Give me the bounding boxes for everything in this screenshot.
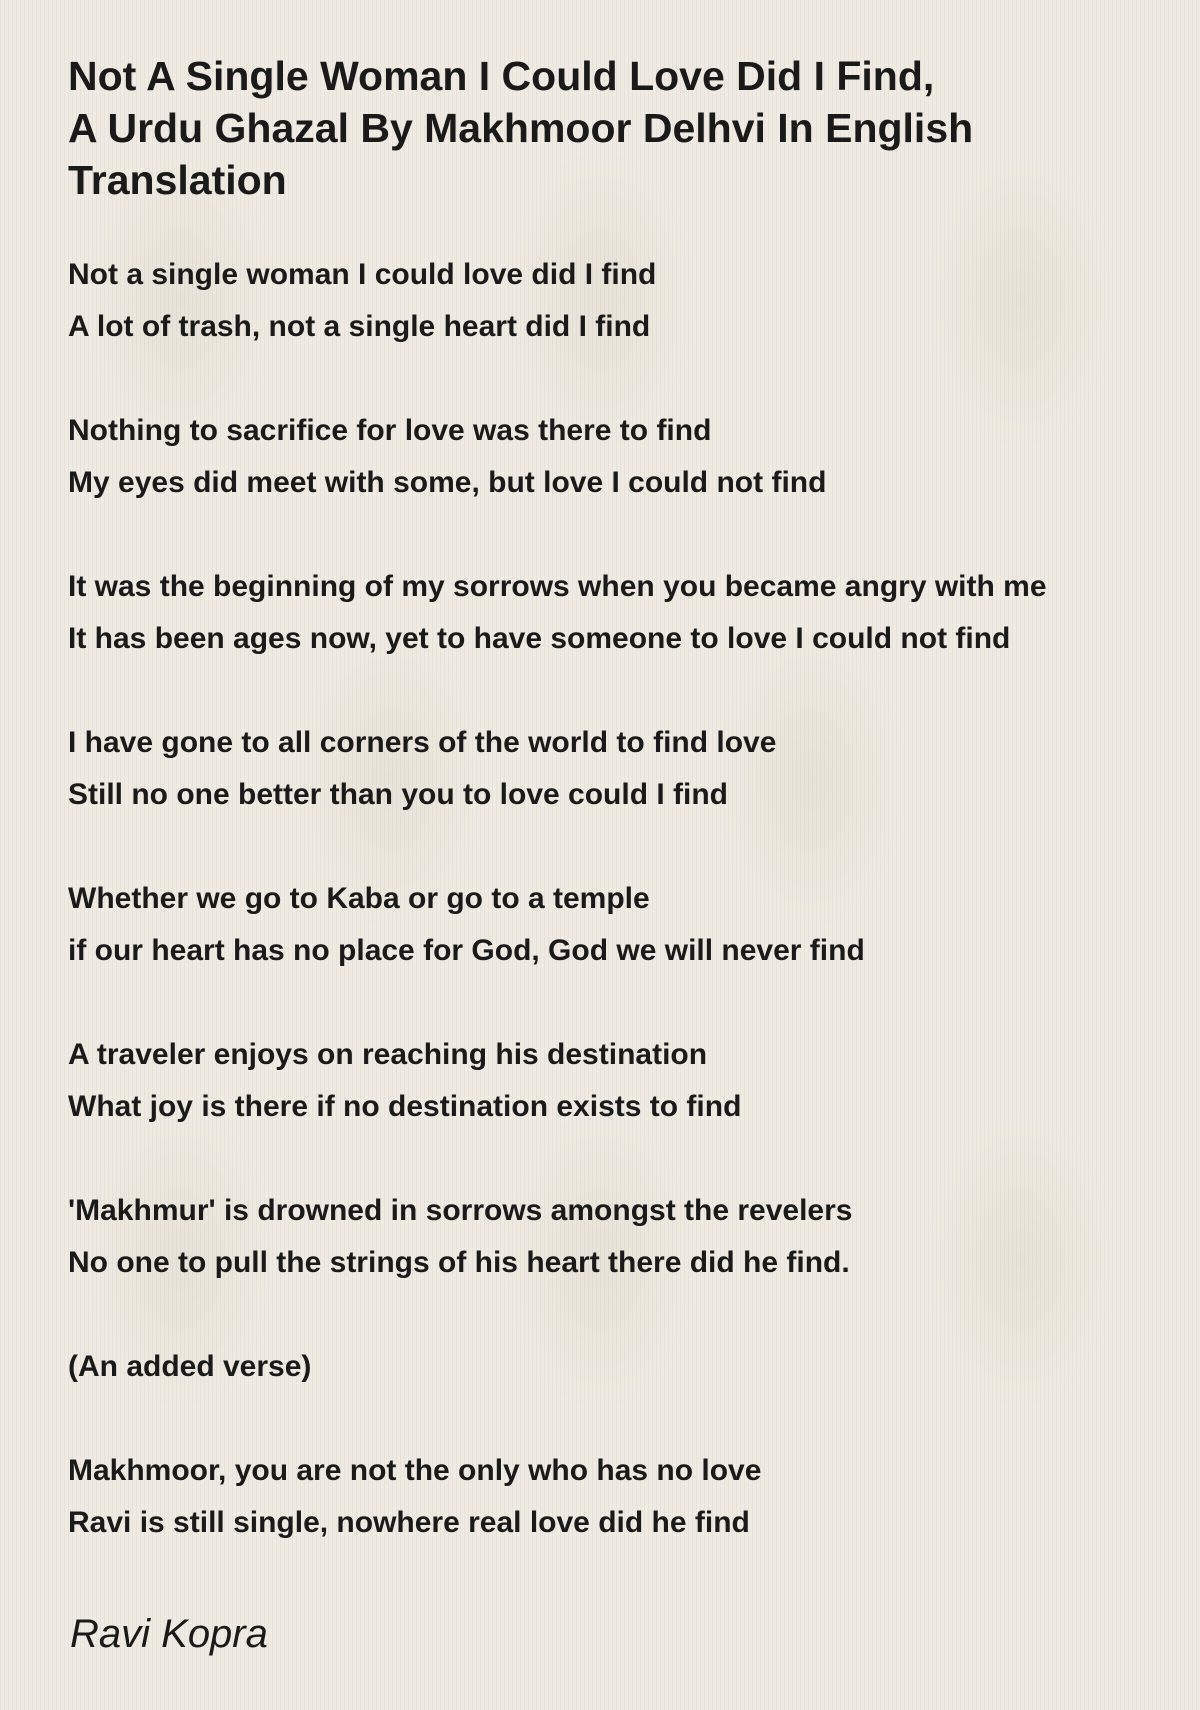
verse-line: Nothing to sacrifice for love was there to find [68, 414, 712, 447]
verse-line: A lot of trash, not a single heart did I find [68, 310, 651, 343]
title-line: Not A Single Woman I Could Love Did I Find, [68, 53, 935, 99]
title-line: A Urdu Ghazal By Makhmoor Delhvi In English [68, 105, 974, 151]
verse-line: Ravi is still single, nowhere real love did he find [68, 1506, 750, 1539]
stanza [68, 1185, 1168, 1289]
verse-line: Not a single woman I could love did I find [68, 258, 657, 291]
verse-line: My eyes did meet with some, but love I could not find [68, 466, 827, 499]
stanza [68, 717, 1168, 821]
stanza [68, 561, 1168, 665]
page-title [68, 50, 1088, 206]
verse-line: if our heart has no place for God, God we will never find [68, 934, 865, 967]
stanza [68, 873, 1168, 977]
title-line: Translation [68, 157, 287, 203]
poem-page [68, 50, 1168, 1601]
stanza [68, 1445, 1168, 1549]
verse-line: Makhmoor, you are not the only who has no love [68, 1454, 762, 1487]
poem-body [68, 249, 1168, 1549]
verse-line: It has been ages now, yet to have someone to love I could not find [68, 622, 1011, 655]
verse-line: A traveler enjoys on reaching his destination [68, 1038, 708, 1071]
verse-line: No one to pull the strings of his heart there did he find. [68, 1246, 850, 1279]
verse-line: What joy is there if no destination exists to find [68, 1090, 742, 1123]
added-verse-note: (An added verse) [68, 1350, 312, 1383]
stanza [68, 1029, 1168, 1133]
verse-line: 'Makhmur' is drowned in sorrows amongst the revelers [68, 1194, 853, 1227]
verse-line: I have gone to all corners of the world to find love [68, 726, 777, 759]
stanza [68, 249, 1168, 353]
stanza [68, 405, 1168, 509]
author-signature: Ravi Kopra [70, 1612, 268, 1656]
verse-line: It was the beginning of my sorrows when you became angry with me [68, 570, 1047, 603]
verse-line: Whether we go to Kaba or go to a temple [68, 882, 650, 915]
verse-line: Still no one better than you to love could I find [68, 778, 728, 811]
stanza-added-verse-note [68, 1341, 1168, 1393]
